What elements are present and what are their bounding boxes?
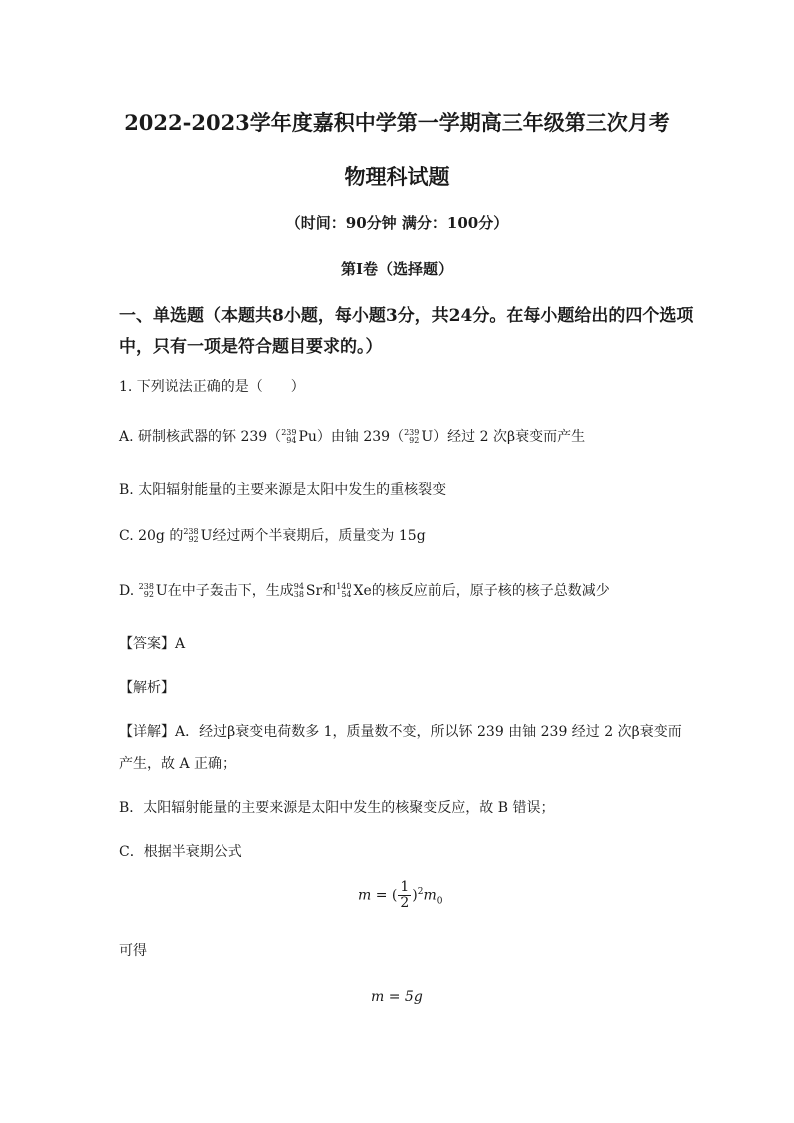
xe-atomic-number: 54 [341, 590, 352, 599]
exam-subtitle: 物理科试题 [344, 164, 450, 189]
result-formula: m = 5g [371, 989, 423, 1005]
option-c-prefix: C. 20g 的 [119, 528, 184, 544]
volume-heading: 第Ⅰ卷（选择题） [340, 260, 454, 278]
exam-title: 2022-2023学年度嘉积中学第一学期高三年级第三次月考 [124, 110, 670, 135]
sr-symbol: Sr [305, 583, 323, 599]
sr-mass-number: 94 [293, 582, 304, 591]
pu-nuclide-numbers [281, 429, 296, 445]
option-a-prefix: A. 研制核武器的钚 239（ [119, 429, 282, 445]
u238-nuclide-numbers [183, 528, 198, 544]
detail-line-b: B．太阳辐射能量的主要来源是太阳中发生的核聚变反应，故 B 错误； [119, 800, 555, 816]
question-stem: 1. 下列说法正确的是（ ） [119, 379, 305, 395]
d-u238-symbol: U [155, 583, 168, 599]
time-info: （时间：90分钟 满分：100分） [285, 214, 509, 232]
d-u238-nuclide-numbers [139, 583, 154, 599]
d-u238-mass-number: 238 [138, 582, 154, 591]
option-d-suffix: 的核反应前后，原子核的核子总数减少 [371, 583, 610, 599]
formula-exponent: 2 [417, 886, 424, 897]
answer-label: 【答案】 [119, 636, 175, 652]
option-c [119, 525, 426, 545]
option-d-mid2: 和 [322, 583, 337, 599]
pu-mass-number: 239 [281, 428, 297, 437]
half-life-formula [358, 880, 443, 911]
sr-nuclide-numbers [294, 583, 304, 599]
xe-nuclide-numbers [336, 583, 351, 599]
formula-eq: = ( [371, 887, 398, 904]
detail-line1: 【详解】A．经过β衰变电荷数多 1，质量数不变，所以钚 239 由铀 239 经过 2 次β衰变而 [119, 724, 682, 740]
u239-nuclide-numbers [404, 429, 419, 445]
option-d-mid1: 在中子轰击下，生成 [167, 583, 294, 599]
formula-rhs-subscript: 0 [436, 896, 443, 907]
u239-mass-number: 239 [404, 428, 420, 437]
xe-symbol: Xe [353, 583, 372, 599]
d-u238-atomic-number: 92 [143, 590, 154, 599]
option-a [119, 426, 585, 446]
u239-atomic-number: 92 [409, 436, 420, 445]
option-d-prefix: D. [119, 583, 139, 599]
option-a-suffix: ）经过 2 次β衰变而产生 [433, 429, 586, 445]
answer-value: A [175, 636, 186, 652]
pu-atomic-number: 94 [286, 436, 297, 445]
answer-line [119, 633, 185, 653]
formula-close: ) [412, 887, 418, 904]
formula-rhs: m [423, 887, 437, 904]
pu-symbol: Pu [298, 429, 317, 445]
option-a-mid: ）由铀 239（ [316, 429, 405, 445]
fraction-numerator: 1 [400, 879, 410, 895]
section-heading-line2: 中，只有一项是符合题目要求的。） [119, 337, 383, 357]
fraction-denominator: 2 [400, 895, 410, 911]
u238-atomic-number: 92 [188, 535, 199, 544]
sr-atomic-number: 38 [293, 590, 304, 599]
detail-line-c: C．根据半衰期公式 [119, 844, 242, 860]
u239-symbol: U [421, 429, 434, 445]
u238-symbol: U [200, 528, 213, 544]
section-heading-line1: 一、单选题（本题共8小题，每小题3分，共24分。在每小题给出的四个选项 [119, 306, 694, 326]
option-b: B. 太阳辐射能量的主要来源是太阳中发生的重核裂变 [119, 482, 447, 498]
kede-line: 可得 [119, 943, 147, 959]
option-d [119, 580, 610, 600]
detail-line2: 产生，故 A 正确； [119, 756, 237, 772]
analysis-label: 【解析】 [119, 680, 175, 696]
formula-lhs: m [358, 887, 372, 904]
u238-mass-number: 238 [183, 527, 199, 536]
formula-fraction [398, 880, 411, 911]
xe-mass-number: 140 [336, 582, 352, 591]
option-c-suffix: 经过两个半衰期后，质量变为 15g [212, 528, 426, 544]
